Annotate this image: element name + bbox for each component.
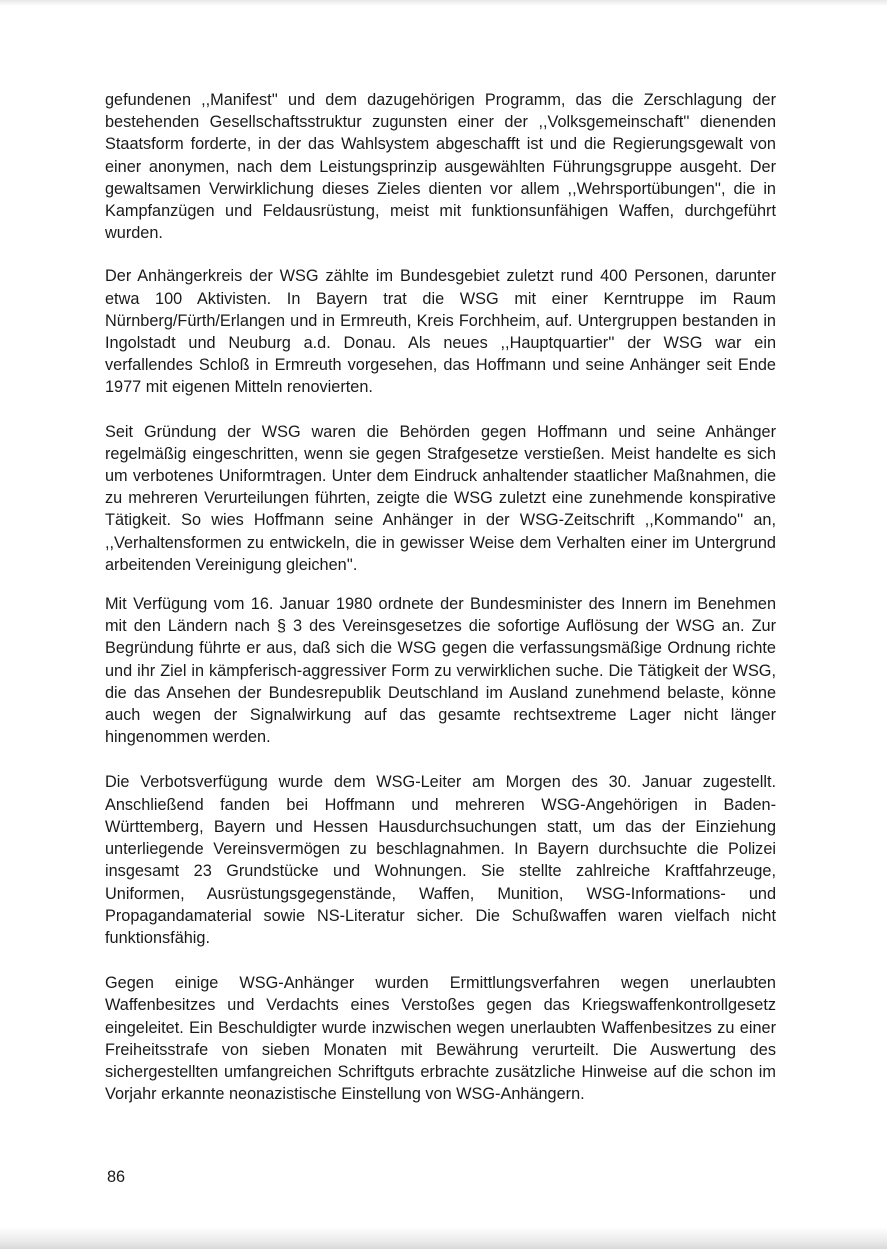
paragraph-anhaengerkreis: Der Anhängerkreis der WSG zählte im Bundesgebiet zuletzt rund 400 Personen, darunter etwa 100 Aktivisten. In Bayern trat die WSG mit einer Kerntruppe im Raum Nürnberg/Fürth/Erlangen und in Ermreuth, Kreis Forchheim, auf. Untergruppen bestanden in Ingolstadt und Neuburg a.d. Donau. Als neues ,,Hauptquartier'' der WSG war ein verfallendes Schloß in Ermreuth vorgesehen, das Hoffmann und seine Anhänger seit Ende 1977 mit eigenen Mitteln renovierten. [105, 267, 776, 397]
paragraph-verfuegung: Mit Verfügung vom 16. Januar 1980 ordnete der Bundesminister des Innern im Benehmen mit den Ländern nach § 3 des Vereinsgesetzes die sofortige Auflösung der WSG an. Zur Begründung führte er aus, daß sich die WSG gegen die verfassungsmäßige Ordnung richte und ihr Ziel in kämpferisch-aggressiver Form zu verwirklichen suche. Die Tätigkeit der WSG, die das Ansehen der Bundesrepublik Deutschland im Ausland zunehmend belaste, könne auch wegen der Signalwirkung auf das gesamte rechtsextreme Lager nicht länger hingenommen werden. [105, 595, 776, 747]
paragraph-ermittlungsverfahren: Gegen einige WSG-Anhänger wurden Ermittlungsverfahren wegen unerlaubten Waffenbesitzes und Verdachts eines Verstoßes gegen das Kriegswaffenkontrollgesetz eingeleitet. Ein Beschuldigter wurde inzwischen wegen unerlaubten Waffenbesitzes zu einer Freiheitsstrafe von sieben Monaten mit Bewährung verurteilt. Die Auswertung des sichergestellten umfangreichen Schriftguts erbrachte zusätzliche Hinweise auf die schon im Vorjahr erkannte neonazistische Einstellung von WSG-Anhängern. [105, 974, 776, 1104]
page-number: 86 [107, 1168, 126, 1186]
scan-edge-bottom [0, 1227, 887, 1249]
scan-edge-top [0, 0, 887, 6]
paragraph-behoerden: Seit Gründung der WSG waren die Behörden gegen Hoffmann und seine Anhänger regelmäßig eingeschritten, wenn sie gegen Strafgesetze verstießen. Meist handelte es sich um verbotenes Uniformtragen. Unter dem Eindruck anhaltender staatlicher Maßnahmen, die zu mehreren Verurteilungen führten, zeigte die WSG zuletzt eine zunehmende konspirative Tätigkeit. So wies Hoffmann seine Anhänger in der WSG-Zeitschrift ,,Kommando'' an, ,,Verhaltensformen zu entwickeln, die in gewisser Weise dem Verhalten einer im Untergrund arbeitenden Vereinigung gleichen''. [105, 422, 776, 574]
text-column [105, 89, 776, 1105]
paragraph-manifest: gefundenen ,,Manifest'' und dem dazugehörigen Programm, das die Zerschlagung der bestehenden Gesellschaftsstruktur zugunsten einer der ,,Volksgemeinschaft'' dienenden Staatsform forderte, in der das Wahlsystem abgeschafft ist und die Regierungsgewalt von einer anonymen, nach dem Leistungsprinzip ausgewählten Führungsgruppe ausgeht. Der gewaltsamen Verwirklichung dieses Zieles dienten vor allem ,,Wehrsportübungen'', die in Kampfanzügen und Feldausrüstung, meist mit funktionsunfähigen Waffen, durchgeführt wurden. [105, 91, 776, 243]
paragraph-verbotsverfuegung: Die Verbotsverfügung wurde dem WSG-Leiter am Morgen des 30. Januar zugestellt. Anschließend fanden bei Hoffmann und mehreren WSG-Angehörigen in Baden-Württemberg, Bayern und Hessen Hausdurchsuchungen statt, um das der Einziehung unterliegende Vereinsvermögen zu beschlagnahmen. In Bayern durchsuchte die Polizei insgesamt 23 Grundstücke und Wohnungen. Sie stellte zahlreiche Kraftfahrzeuge, Uniformen, Ausrüstungsgegenstände, Waffen, Munition, WSG-Informations- und Propagandamaterial sowie NS-Literatur sicher. Die Schußwaffen waren vielfach nicht funktionsfähig. [105, 773, 776, 947]
